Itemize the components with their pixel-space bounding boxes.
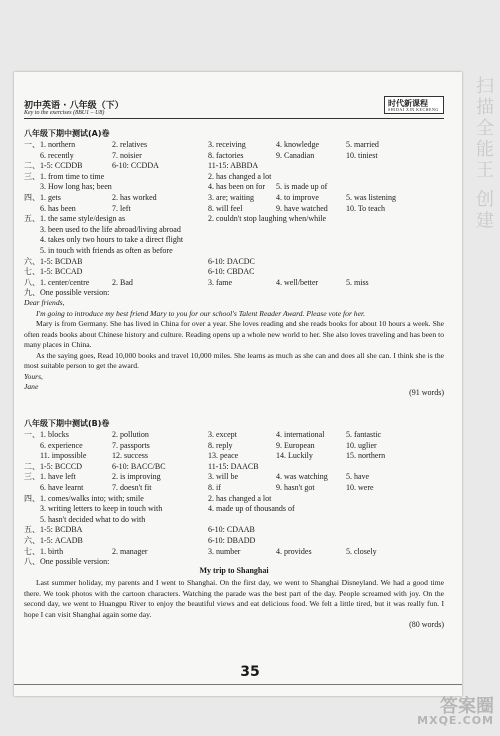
- answer-cell: 6-10: CCDDA: [112, 161, 159, 171]
- answer-row: [24, 483, 444, 493]
- answer-cell: 六、1-5: BCDAB: [24, 256, 83, 266]
- answer-cell: 2. has changed a lot: [208, 493, 272, 503]
- essay-intro: I'm going to introduce my best friend Mary to you for our school's Talent Reader Award. Please vote for her.: [36, 308, 365, 318]
- answer-cell: 13. peace: [208, 451, 239, 461]
- answer-row: [24, 547, 444, 557]
- answer-cell: 一、1. northern: [24, 140, 76, 149]
- answer-cell: 7. passports: [112, 440, 150, 450]
- answer-cell: 5. hasn't decided what to do with: [40, 514, 146, 524]
- answer-cell: 三、1. have left: [24, 472, 76, 482]
- answer-cell: 10. uglier: [346, 440, 377, 450]
- answer-cell: 6. experience: [40, 440, 83, 450]
- answer-cell: 九、One possible version:: [24, 288, 110, 298]
- header-rule: [24, 118, 444, 119]
- answer-row: [24, 267, 444, 277]
- essay-b-body: Last summer holiday, my parents and I went to Shanghai. On the first day, we went to Shanghai Disneyland. We had a good time there. We took photos with the cartoon characters. Watching the parade was the best part of the day. People screamed with joy. On the second day, we went to Huangpu River to enjoy the beautiful views and eat delicious food. We felt a little tired, but it was really fun. I hope I can visit Shanghai again some day.: [24, 578, 444, 619]
- answer-cell: 15. northern: [346, 451, 386, 461]
- answer-row: [24, 193, 444, 203]
- answer-cell: 4. has been on for: [208, 182, 266, 192]
- answer-row: [24, 430, 444, 440]
- answer-cell: 12. success: [112, 451, 148, 461]
- answer-cell: 四、1. comes/walks into; with; smile: [24, 493, 144, 503]
- answer-cell: 二、1-5: BCCCD: [24, 461, 83, 471]
- answer-row: [24, 451, 444, 461]
- answer-cell: 8. reply: [208, 440, 233, 450]
- page-header: [24, 98, 444, 124]
- answer-cell: 3. writing letters to keep in touch with: [40, 504, 163, 514]
- answer-cell: 八、1. center/centre: [24, 277, 90, 287]
- answer-cell: 4. knowledge: [276, 140, 320, 149]
- essay-salutation: Dear friends,: [24, 298, 65, 307]
- answer-cell: 七、1. birth: [24, 546, 64, 556]
- answer-cell: 11-15: DAACB: [208, 461, 259, 471]
- answer-cell: 6-10: DBADD: [208, 536, 256, 545]
- answer-cell: 3. except: [208, 430, 237, 439]
- answer-cell: 10. To teach: [346, 203, 386, 213]
- test-b-heading: 八年级下期中测试(B)卷: [24, 419, 110, 428]
- essay-signature: Jane: [24, 382, 39, 391]
- answer-row: [24, 494, 444, 504]
- answer-cell: 4. takes only two hours to take a direct flight: [40, 235, 184, 245]
- answer-cell: 11-15: ABBDA: [208, 161, 259, 171]
- answer-cell: 10. tiniest: [346, 150, 378, 160]
- answer-cell: 9. Canadian: [276, 150, 315, 160]
- essay-paragraph-2: As the saying goes, Read 10,000 books and travel 10,000 miles. She learns as much as she can and does all she can. I think she is the most suitable person to get the award.: [24, 350, 444, 370]
- answer-cell: 3. are; waiting: [208, 193, 254, 202]
- test-a-essay: [24, 298, 444, 393]
- answer-cell: 二、1-5: CCDDB: [24, 161, 83, 171]
- answer-cell: 3. number: [208, 546, 241, 556]
- answer-cell: 10. were: [346, 483, 374, 492]
- answer-row: [24, 204, 444, 214]
- answer-cell: 4. made up of thousands of: [208, 504, 295, 514]
- answer-cell: 6-10: CBDAC: [208, 267, 255, 277]
- answer-cell: 8. will feel: [208, 203, 243, 213]
- answer-row: [24, 140, 444, 150]
- page-edge: [14, 684, 462, 685]
- watermark: [402, 692, 494, 726]
- answer-row: [24, 225, 444, 235]
- answer-cell: 2. couldn't stop laughing when/while: [208, 214, 327, 224]
- answer-cell: 五、1-5: BCDBA: [24, 525, 83, 535]
- answer-cell: 5. miss: [346, 277, 369, 287]
- answer-cell: 9. European: [276, 440, 315, 450]
- answer-cell: 3. fame: [208, 277, 232, 287]
- answer-cell: 八、One possible version:: [24, 557, 110, 567]
- watermark-bottom: MXQE.COM: [417, 714, 494, 727]
- answer-cell: 2. Bad: [112, 277, 133, 287]
- answer-cell: 8. if: [208, 483, 221, 492]
- answer-cell: 一、1. blocks: [24, 430, 69, 439]
- answer-row: [24, 214, 444, 224]
- answer-cell: 2. manager: [112, 546, 148, 556]
- answer-cell: 5. was listening: [346, 193, 396, 202]
- answer-cell: 2. has worked: [112, 193, 157, 202]
- answer-cell: 6-10: BACC/BC: [112, 461, 166, 471]
- answer-cell: 2. has changed a lot: [208, 171, 272, 181]
- test-b-essay: [24, 578, 444, 620]
- answer-cell: 14. Luckily: [276, 451, 313, 461]
- answer-cell: 五、1. the same style/design as: [24, 214, 126, 224]
- answer-cell: 2. relatives: [112, 140, 148, 149]
- answer-row: [24, 536, 444, 546]
- answer-cell: 6-10: CDAAB: [208, 525, 255, 535]
- answer-row: [24, 525, 444, 535]
- answer-row: [24, 278, 444, 288]
- answer-cell: 5. in touch with friends as often as before: [40, 246, 173, 255]
- answer-cell: 六、1-5: ACADB: [24, 536, 83, 545]
- answer-cell: 5. fantastic: [346, 430, 382, 439]
- answer-row: [24, 246, 444, 256]
- answer-row: [24, 288, 444, 298]
- answer-row: [24, 515, 444, 525]
- answer-cell: 4. international: [276, 430, 325, 439]
- answer-cell: 6. has been: [40, 203, 76, 213]
- answer-cell: 7. left: [112, 203, 131, 213]
- answer-cell: 6. have learnt: [40, 483, 84, 492]
- answer-cell: 11. impossible: [40, 451, 87, 461]
- answer-cell: 三、1. from time to time: [24, 171, 105, 181]
- logo-main-text: 时代新课程: [388, 99, 428, 108]
- answer-row: [24, 172, 444, 182]
- test-b-word-count: (80 words): [409, 620, 444, 629]
- answer-cell: 5. married: [346, 140, 379, 149]
- essay-paragraph-1: Mary is from Germany. She has lived in China for over a year. She loves reading and she reads books for about 10 hours a week. She often reads books about Chinese history and culture. Reading opens up a whole new world to her. She also loves traveling and has been to many places in China.: [24, 319, 444, 349]
- answer-row: [24, 472, 444, 482]
- answer-cell: 5. have: [346, 472, 370, 482]
- header-title: 初中英语 · 八年级（下）: [24, 101, 124, 111]
- answer-cell: 七、1-5: BCCAD: [24, 267, 83, 277]
- page-number: 35: [240, 664, 260, 680]
- scanner-mark: 扫描全能王 创建: [473, 76, 494, 232]
- answer-row: [24, 441, 444, 451]
- answer-cell: 6-10: DACDC: [208, 256, 255, 266]
- answer-row: [24, 151, 444, 161]
- answer-row: [24, 504, 444, 514]
- answer-cell: 3. How long has; been: [40, 182, 112, 192]
- answer-cell: 5. is made up of: [276, 182, 328, 192]
- essay-b-title: My trip to Shanghai: [199, 566, 269, 575]
- publisher-logo: [384, 96, 444, 114]
- answer-cell: 2. is improving: [112, 472, 161, 482]
- answer-cell: 3. receiving: [208, 140, 246, 149]
- answer-cell: 3. been used to the life abroad/living abroad: [40, 224, 181, 234]
- answer-cell: 4. provides: [276, 546, 312, 556]
- answer-cell: 四、1. gets: [24, 193, 61, 202]
- answer-cell: 2. pollution: [112, 430, 149, 439]
- answer-row: [24, 182, 444, 192]
- header-key: Key to the exercises (8BU1 – U8): [24, 110, 105, 116]
- answer-cell: 7. doesn't fit: [112, 483, 152, 492]
- answer-cell: 4. was watching: [276, 472, 328, 482]
- answer-cell: 8. factories: [208, 150, 244, 160]
- answer-row: [24, 462, 444, 472]
- answer-cell: 9. hasn't got: [276, 483, 315, 492]
- answer-cell: 7. noisier: [112, 150, 142, 160]
- answer-row: [24, 235, 444, 245]
- answer-cell: 6. recently: [40, 150, 74, 160]
- logo-sub-text: SHIDAI XIN KECHENG: [388, 107, 439, 112]
- test-a-heading: 八年级下期中测试(A)卷: [24, 129, 110, 138]
- answer-cell: 4. well/better: [276, 277, 319, 287]
- answer-cell: 4. to improve: [276, 193, 319, 202]
- answer-cell: 5. closely: [346, 546, 377, 556]
- watermark-top: 答案圈: [440, 696, 494, 717]
- essay-closing: Yours,: [24, 371, 43, 381]
- answer-cell: 9. have watched: [276, 203, 328, 213]
- answer-row: [24, 161, 444, 171]
- answer-row: [24, 257, 444, 267]
- test-a-word-count: (91 words): [409, 388, 444, 397]
- answer-cell: 3. will be: [208, 472, 238, 482]
